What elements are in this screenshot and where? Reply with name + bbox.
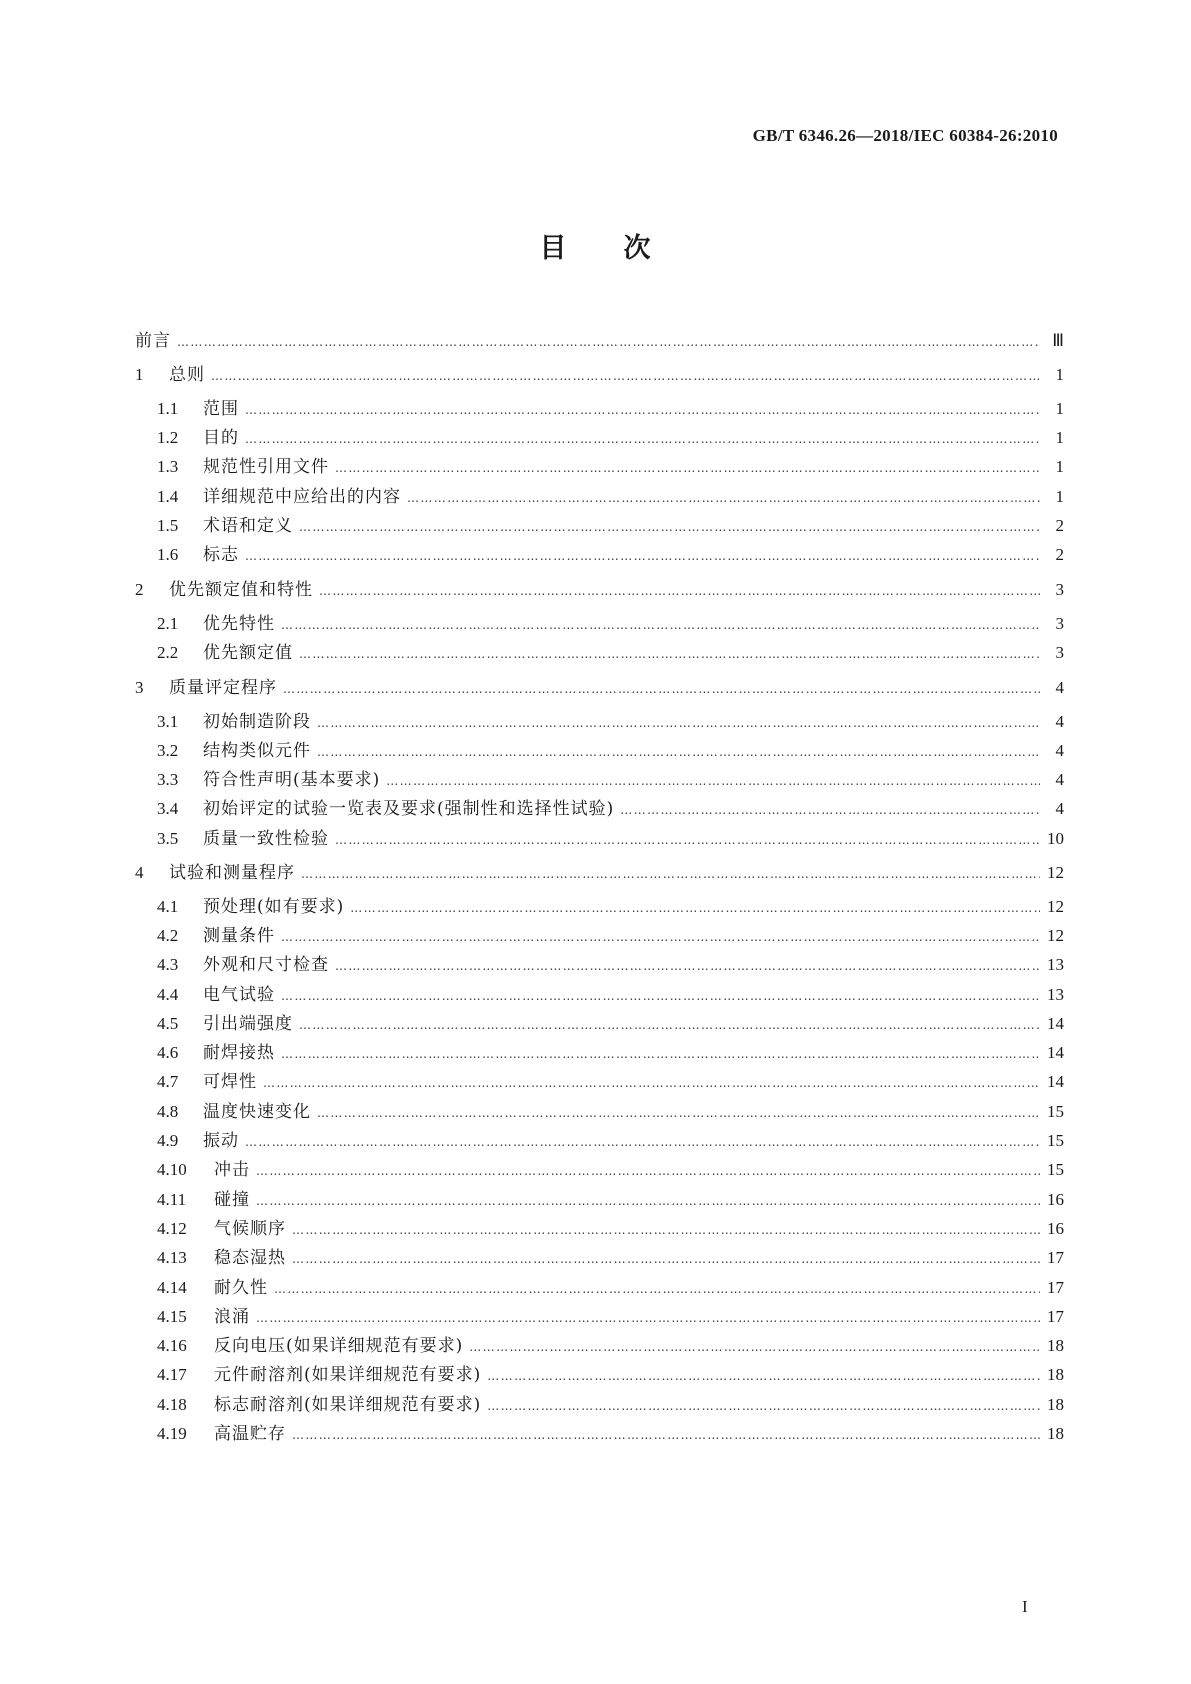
toc-entry-page: Ⅲ [1052,331,1064,350]
toc-leader-dots [319,584,1040,598]
toc-entry-label: 气候顺序 [214,1219,286,1239]
toc-leader-dots [335,959,1040,973]
toc-leader-dots [299,520,1040,534]
toc-entry-label: 质量评定程序 [169,678,277,698]
toc-entry[interactable] [135,452,1064,477]
toc-entry[interactable] [135,482,1064,507]
toc-entry-page: 3 [1055,580,1064,599]
toc-leader-dots [469,1340,1040,1354]
toc-leader-dots [281,1047,1040,1061]
toc-entry-label: 电气试验 [203,985,275,1005]
toc-leader-dots [177,335,1040,349]
toc-leader-dots [487,1369,1040,1383]
toc-entry-page: 1 [1055,457,1064,476]
toc-entry-number: 3.4 [157,799,179,818]
toc-entry-page: 4 [1055,678,1064,697]
toc-entry-label: 引出端强度 [203,1014,293,1034]
toc-entry-number: 2.2 [157,643,179,662]
toc-entry-label: 高温贮存 [214,1424,286,1444]
toc-entry-label: 可焊性 [203,1072,257,1092]
standard-code: GB/T 6346.26—2018/IEC 60384-26:2010 [752,126,1058,145]
toc-leader-dots [292,1252,1040,1266]
toc-entry-number: 1.5 [157,516,179,535]
toc-entry[interactable] [135,1214,1064,1239]
toc-entry-page: 10 [1047,829,1064,848]
toc-entry[interactable] [135,540,1064,565]
toc-entry-page: 1 [1055,428,1064,447]
toc-entry-number: 4.7 [157,1072,179,1091]
toc-entry[interactable] [135,950,1064,975]
toc-entry-number: 4.14 [157,1278,187,1297]
toc-entry-number: 4.19 [157,1424,187,1443]
toc-entry-label: 标志耐溶剂(如果详细规范有要求) [214,1395,482,1415]
toc-entry-number: 4.11 [157,1190,187,1209]
toc-entry-label: 振动 [203,1131,239,1151]
toc-entry-number: 3.2 [157,741,179,760]
toc-entry-page: 4 [1055,770,1064,789]
toc-leader-dots [292,1223,1040,1237]
toc-entry[interactable] [135,794,1064,819]
toc-entry-label: 浪涌 [214,1307,250,1327]
toc-entry[interactable] [135,1390,1064,1415]
toc-entry[interactable] [135,765,1064,790]
toc-leader-dots [407,491,1040,505]
toc-entry-page: 17 [1047,1278,1064,1297]
toc-entry-label: 术语和定义 [203,516,293,536]
toc-entry-page: 15 [1047,1160,1064,1179]
toc-entry-label: 初始评定的试验一览表及要求(强制性和选择性试验) [203,799,615,819]
toc-entry-label: 规范性引用文件 [203,457,329,477]
toc-leader-dots [292,1428,1040,1442]
toc-leader-dots [620,803,1040,817]
toc-entry[interactable] [135,1067,1064,1092]
toc-entry-page: 17 [1047,1248,1064,1267]
toc-entry[interactable] [135,1097,1064,1122]
toc-entry[interactable] [135,1155,1064,1180]
toc-entry-page: 17 [1047,1307,1064,1326]
toc-entry-label: 范围 [203,399,239,419]
toc-entry-page: 16 [1047,1190,1064,1209]
toc-entry-label: 碰撞 [214,1190,250,1210]
toc-entry-label: 外观和尺寸检查 [203,955,329,975]
toc-entry-number: 3.3 [157,770,179,789]
toc-entry-number: 4.16 [157,1336,187,1355]
toc-entry-label: 结构类似元件 [203,741,311,761]
toc-entry-number: 4.6 [157,1043,179,1062]
toc-leader-dots [263,1076,1040,1090]
toc-entry-label: 标志 [203,545,239,565]
toc-entry-number: 4.3 [157,955,179,974]
toc-entry-page: 3 [1055,614,1064,633]
toc-entry-number: 4.9 [157,1131,179,1150]
toc-entry-number: 4.18 [157,1395,187,1414]
toc-leader-dots [245,549,1040,563]
toc-leader-dots [281,930,1040,944]
toc-entry[interactable] [135,423,1064,448]
toc-entry-number: 4.15 [157,1307,187,1326]
toc-entry[interactable] [135,394,1064,419]
toc-entry[interactable] [135,1302,1064,1327]
toc-entry[interactable] [135,575,1064,600]
toc-leader-dots [301,867,1040,881]
toc-leader-dots [281,618,1040,632]
toc-entry-page: 4 [1055,741,1064,760]
toc-entry-number: 2.1 [157,614,179,633]
toc-entry-label: 质量一致性检验 [203,829,329,849]
toc-entry[interactable] [135,609,1064,634]
toc-leader-dots [317,716,1040,730]
toc-entry[interactable] [135,921,1064,946]
toc-entry-label: 优先特性 [203,614,275,634]
toc-entry-number: 4.4 [157,985,179,1004]
toc-entry-page: 14 [1047,1014,1064,1033]
toc-entry[interactable] [135,980,1064,1005]
toc-entry-label: 试验和测量程序 [169,863,295,883]
toc-entry[interactable] [135,1419,1064,1444]
toc-leader-dots [350,901,1040,915]
toc-entry-number: 3 [135,678,144,697]
toc-leader-dots [487,1399,1040,1413]
toc-entry[interactable] [135,1185,1064,1210]
toc-entry-page: 15 [1047,1131,1064,1150]
toc-leader-dots [386,774,1040,788]
toc-entry-number: 4.12 [157,1219,187,1238]
toc-entry-label: 元件耐溶剂(如果详细规范有要求) [214,1365,482,1385]
toc-entry-label: 温度快速变化 [203,1102,311,1122]
toc-entry-page: 4 [1055,712,1064,731]
toc-entry-label: 稳态湿热 [214,1248,286,1268]
toc-entry-number: 1.3 [157,457,179,476]
toc-entry-page: 18 [1047,1365,1064,1384]
toc-entry[interactable] [135,1273,1064,1298]
toc-entry[interactable] [135,707,1064,732]
toc-leader-dots [335,833,1040,847]
toc-leader-dots [245,432,1040,446]
toc-entry-label: 初始制造阶段 [203,712,311,732]
toc-entry-label: 优先额定值和特性 [169,580,313,600]
toc-entry[interactable] [135,736,1064,761]
page-number: I [1022,1597,1028,1616]
toc-entry[interactable] [135,824,1064,849]
toc-entry-page: 2 [1055,545,1064,564]
toc-leader-dots [274,1282,1040,1296]
toc-leader-dots [317,745,1040,759]
toc-entry[interactable] [135,638,1064,663]
toc-entry-page: 14 [1047,1043,1064,1062]
toc-leader-dots [211,369,1040,383]
toc-leader-dots [317,1106,1040,1120]
toc-entry-page: 15 [1047,1102,1064,1121]
toc-entry-page: 2 [1055,516,1064,535]
toc-entry-number: 4.8 [157,1102,179,1121]
toc-entry-page: 1 [1055,487,1064,506]
toc-entry-number: 2 [135,580,144,599]
toc-leader-dots [299,647,1040,661]
toc-entry-page: 14 [1047,1072,1064,1091]
toc-entry-number: 1.4 [157,487,179,506]
toc-entry-number: 4 [135,863,144,882]
toc-leader-dots [256,1311,1040,1325]
toc-entry[interactable] [135,1243,1064,1268]
toc-entry-label: 耐焊接热 [203,1043,275,1063]
toc-entry[interactable] [135,1038,1064,1063]
toc-leader-dots [256,1164,1040,1178]
toc-entry-number: 1.6 [157,545,179,564]
toc-entry-label: 冲击 [214,1160,250,1180]
toc-entry[interactable] [135,511,1064,536]
toc-entry-label: 前言 [135,331,171,351]
toc-entry-number: 4.10 [157,1160,187,1179]
toc-leader-dots [299,1018,1040,1032]
toc-entry-label: 优先额定值 [203,643,293,663]
toc-entry[interactable] [135,858,1064,883]
toc-leader-dots [256,1194,1040,1208]
page-title: 目 次 [539,233,652,264]
toc-entry-label: 反向电压(如果详细规范有要求) [214,1336,464,1356]
toc-entry-label: 目的 [203,428,239,448]
toc-entry-page: 3 [1055,643,1064,662]
toc-entry[interactable] [135,326,1064,351]
toc-entry-number: 4.2 [157,926,179,945]
toc-entry-page: 4 [1055,799,1064,818]
toc-entry[interactable] [135,1126,1064,1151]
toc-entry-number: 3.1 [157,712,179,731]
toc-leader-dots [335,461,1040,475]
toc-entry-label: 总则 [169,365,205,385]
toc-entry-label: 详细规范中应给出的内容 [203,487,401,507]
toc-entry-label: 符合性声明(基本要求) [203,770,381,790]
toc-leader-dots [245,403,1040,417]
toc-entry-number: 1.2 [157,428,179,447]
toc-entry-number: 4.13 [157,1248,187,1267]
toc-entry-page: 12 [1047,897,1064,916]
toc-entry[interactable] [135,360,1064,385]
toc-entry-page: 18 [1047,1424,1064,1443]
toc-entry-page: 12 [1047,926,1064,945]
toc-entry-number: 1.1 [157,399,179,418]
toc-entry-number: 4.1 [157,897,179,916]
toc-entry-label: 测量条件 [203,926,275,946]
toc-entry-number: 4.17 [157,1365,187,1384]
toc-entry[interactable] [135,1331,1064,1356]
toc-entry[interactable] [135,892,1064,917]
toc-entry-number: 1 [135,365,144,384]
toc-entry-label: 耐久性 [214,1278,268,1298]
toc-leader-dots [283,682,1040,696]
toc-entry[interactable] [135,673,1064,698]
toc-entry-page: 13 [1047,985,1064,1004]
toc-entry-page: 1 [1055,365,1064,384]
toc-entry-number: 3.5 [157,829,179,848]
toc-entry[interactable] [135,1009,1064,1034]
toc-entry-page: 1 [1055,399,1064,418]
toc-entry-page: 13 [1047,955,1064,974]
toc-entry-page: 18 [1047,1395,1064,1414]
toc-entry[interactable] [135,1360,1064,1385]
toc-entry-label: 预处理(如有要求) [203,897,345,917]
toc-entry-page: 18 [1047,1336,1064,1355]
toc-entry-number: 4.5 [157,1014,179,1033]
toc-leader-dots [245,1135,1040,1149]
toc-entry-page: 16 [1047,1219,1064,1238]
toc-leader-dots [281,989,1040,1003]
toc-entry-page: 12 [1047,863,1064,882]
